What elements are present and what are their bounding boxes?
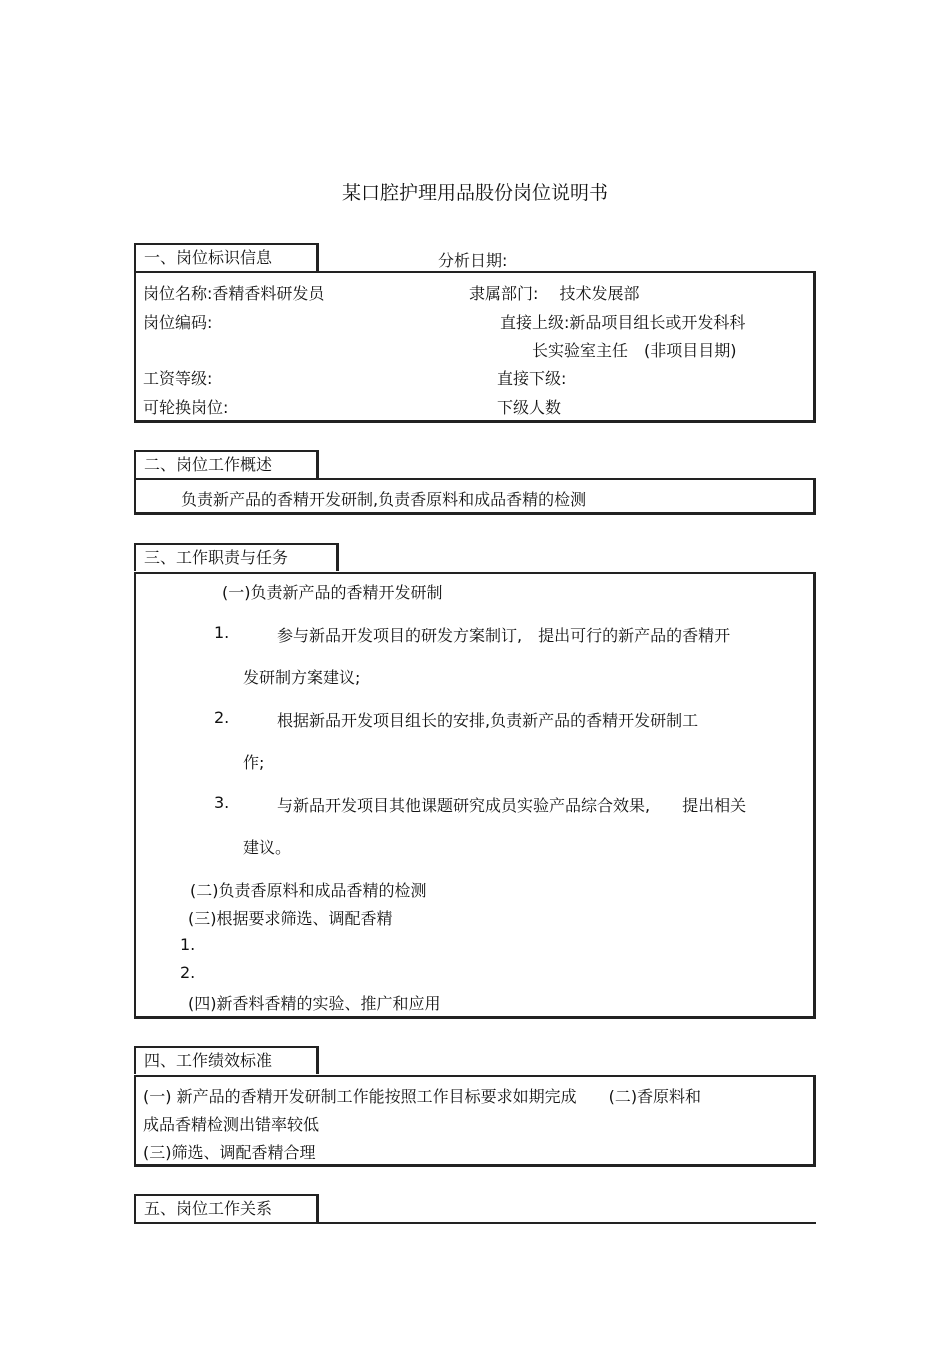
analysis-date-label: 分析日期:: [438, 251, 508, 270]
duty-a-1-number: 1.: [214, 623, 230, 642]
duty-a-3-line1: 与新品开发项目其他课题研究成员实验产品综合效果, 提出相关: [277, 796, 747, 815]
duty-c: (三)根据要求筛选、调配香精: [188, 909, 393, 928]
performance-line3: (三)筛选、调配香精合理: [143, 1143, 316, 1162]
section-5-rule: [134, 1222, 816, 1224]
salary-grade: 工资等级:: [143, 369, 213, 388]
duty-a-2-line1: 根据新品开发项目组长的安排,负责新产品的香精开发研制工: [277, 711, 699, 730]
document-title: 某口腔护理用品股份岗位说明书: [341, 182, 608, 204]
duty-d: (四)新香料香精的实验、推广和应用: [188, 994, 441, 1013]
duty-a-2-number: 2.: [214, 708, 230, 727]
section-1-header: 一、岗位标识信息: [134, 243, 319, 271]
rotation-positions: 可轮换岗位:: [143, 398, 229, 417]
duty-a-1-line1: 参与新品开发项目的研发方案制订, 提出可行的新产品的香精开: [277, 626, 731, 645]
duty-a: (一)负责新产品的香精开发研制: [222, 583, 443, 602]
performance-line2: 成品香精检测出错率较低: [143, 1115, 320, 1134]
duty-b: (二)负责香原料和成品香精的检测: [190, 881, 427, 900]
duty-a-3-number: 3.: [214, 793, 230, 812]
duty-a-2-line2: 作;: [243, 753, 265, 772]
section-2-header: 二、岗位工作概述: [134, 450, 319, 478]
subordinate-count: 下级人数: [497, 398, 562, 417]
section-3-header: 三、工作职责与任务: [134, 543, 339, 571]
performance-line1: (一) 新产品的香精开发研制工作能按照工作目标要求如期完成 (二)香原料和: [143, 1087, 702, 1106]
direct-supervisor-line1: 直接上级:新品项目组长或开发科科: [500, 313, 746, 332]
duty-a-3-line2: 建议。: [243, 838, 292, 857]
section-5-header: 五、岗位工作关系: [134, 1194, 319, 1222]
section-4-header: 四、工作绩效标准: [134, 1046, 319, 1074]
department: 隶属部门: 技术发展部: [469, 284, 640, 303]
position-code: 岗位编码:: [143, 313, 213, 332]
direct-supervisor-line2: 长实验室主任 (非项目目期): [532, 341, 737, 360]
position-name: 岗位名称:香精香料研发员: [143, 284, 325, 303]
duty-c-2: 2.: [180, 963, 196, 982]
direct-subordinate: 直接下级:: [497, 369, 567, 388]
duty-a-1-line2: 发研制方案建议;: [243, 668, 361, 687]
job-summary: 负责新产品的香精开发研制,负责香原料和成品香精的检测: [181, 490, 587, 509]
duty-c-1: 1.: [180, 935, 196, 954]
